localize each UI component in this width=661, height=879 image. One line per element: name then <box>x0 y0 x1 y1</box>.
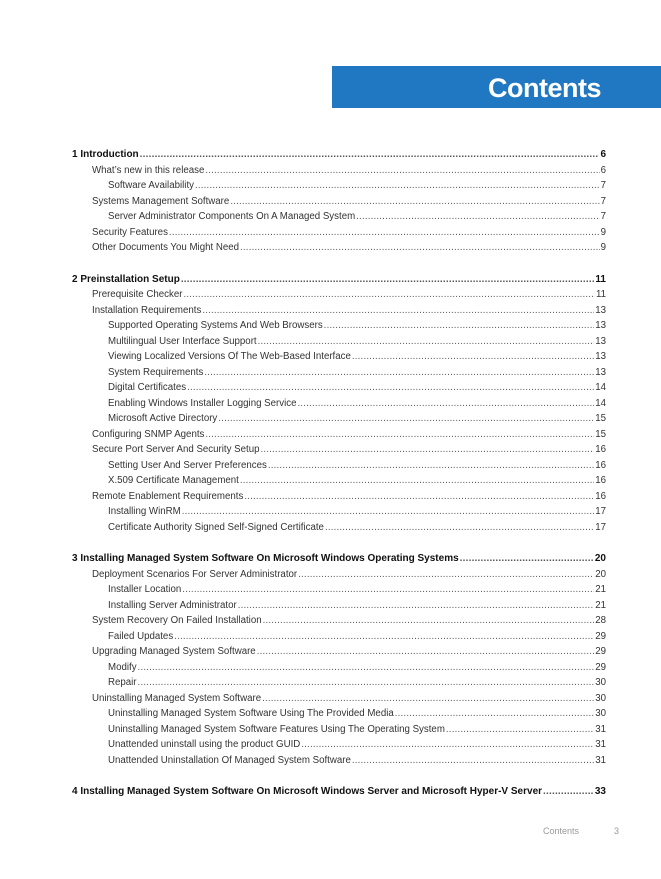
toc-leader-dots <box>195 178 600 194</box>
toc-spacer <box>72 535 606 551</box>
toc-entry-title: System Requirements <box>108 366 204 378</box>
toc-entry-title: Server Administrator Components On A Managed System <box>108 211 356 222</box>
toc-entry-page: 16 <box>595 459 606 471</box>
toc-leader-dots <box>181 272 595 288</box>
toc-entry-page: 6 <box>600 149 606 160</box>
toc-entry-title: 1 Introduction <box>72 149 139 160</box>
toc-leader-dots <box>169 225 600 241</box>
toc-leader-dots <box>352 349 594 365</box>
toc-entry-page: 9 <box>600 226 606 238</box>
toc-chapter-entry[interactable] <box>72 551 606 567</box>
toc-entry[interactable] <box>72 442 606 458</box>
toc-entry-page: 17 <box>595 506 606 517</box>
toc-leader-dots <box>182 504 595 520</box>
toc-entry[interactable] <box>72 225 606 241</box>
toc-spacer <box>72 768 606 784</box>
footer-label: Contents <box>543 826 580 836</box>
toc-leader-dots <box>268 458 594 474</box>
toc-leader-dots <box>263 613 595 629</box>
toc-leader-dots <box>240 240 600 256</box>
page-title: Contents <box>488 73 601 103</box>
contents-banner <box>332 66 661 108</box>
toc-leader-dots <box>301 737 594 753</box>
toc-leader-dots <box>244 489 594 505</box>
toc-entry-page: 7 <box>600 180 606 191</box>
toc-entry-page: 20 <box>595 568 606 580</box>
toc-entry-title: Security Features <box>92 226 168 238</box>
toc-entry-title: Installer Location <box>108 584 182 595</box>
toc-entry[interactable] <box>72 240 606 256</box>
toc-entry-page: 30 <box>595 692 606 704</box>
toc-entry[interactable] <box>72 598 606 614</box>
toc-leader-dots <box>325 520 594 536</box>
toc-leader-dots <box>204 365 594 381</box>
toc-chapter-entry[interactable] <box>72 272 606 288</box>
toc-entry[interactable] <box>72 675 606 691</box>
toc-leader-dots <box>138 660 595 676</box>
toc-entry-page: 31 <box>595 754 606 766</box>
toc-entry-title: System Recovery On Failed Installation <box>92 615 262 626</box>
toc-entry-page: 7 <box>600 211 606 222</box>
toc-entry[interactable] <box>72 520 606 536</box>
toc-entry[interactable] <box>72 209 606 225</box>
toc-entry-page: 15 <box>595 413 606 424</box>
toc-entry[interactable] <box>72 365 606 381</box>
toc-leader-dots <box>352 753 594 769</box>
toc-entry[interactable] <box>72 411 606 427</box>
toc-entry[interactable] <box>72 737 606 753</box>
toc-entry[interactable] <box>72 473 606 489</box>
toc-entry-title: Unattended uninstall using the product GUID <box>108 739 301 750</box>
toc-entry-page: 33 <box>594 786 606 797</box>
toc-entry-title: Unattended Uninstallation Of Managed System Software <box>108 754 351 766</box>
toc-entry-page: 30 <box>595 708 606 719</box>
toc-entry-page: 13 <box>595 351 606 362</box>
toc-entry[interactable] <box>72 396 606 412</box>
toc-leader-dots <box>324 318 595 334</box>
toc-entry[interactable] <box>72 706 606 722</box>
toc-entry-title: 2 Preinstallation Setup <box>72 273 180 285</box>
toc-entry[interactable] <box>72 489 606 505</box>
toc-leader-dots <box>356 209 599 225</box>
toc-leader-dots <box>395 706 594 722</box>
toc-entry-title: Software Availability <box>108 180 194 191</box>
toc-entry-page: 29 <box>595 661 606 673</box>
toc-entry-page: 13 <box>595 304 606 316</box>
toc-entry[interactable] <box>72 427 606 443</box>
toc-entry-title: Setting User And Server Preferences <box>108 459 267 471</box>
toc-entry-page: 16 <box>595 475 606 486</box>
toc-leader-dots <box>297 396 594 412</box>
toc-entry-title: Viewing Localized Versions Of The Web-Based Interface <box>108 351 351 362</box>
table-of-contents <box>72 147 606 800</box>
toc-entry[interactable] <box>72 613 606 629</box>
toc-entry[interactable] <box>72 753 606 769</box>
toc-entry-page: 30 <box>595 677 606 688</box>
toc-entry-page: 13 <box>595 366 606 378</box>
toc-leader-dots <box>138 675 595 691</box>
toc-entry-title: X.509 Certificate Management <box>108 475 239 486</box>
toc-spacer <box>72 256 606 272</box>
toc-entry[interactable] <box>72 349 606 365</box>
toc-entry-title: Installing WinRM <box>108 506 181 517</box>
toc-entry-title: Remote Enablement Requirements <box>92 490 244 502</box>
toc-entry-title: 3 Installing Managed System Software On Microsoft Windows Operating Systems <box>72 553 459 564</box>
toc-entry[interactable] <box>72 567 606 583</box>
toc-leader-dots <box>140 147 600 163</box>
toc-entry-title: Supported Operating Systems And Web Browsers <box>108 320 323 331</box>
toc-entry[interactable] <box>72 722 606 738</box>
toc-leader-dots <box>543 784 594 800</box>
toc-entry[interactable] <box>72 644 606 660</box>
toc-leader-dots <box>183 287 594 303</box>
toc-entry-title: What’s new in this release <box>92 164 205 176</box>
toc-entry-title: Modify <box>108 661 137 673</box>
toc-entry-title: Microsoft Active Directory <box>108 413 218 424</box>
toc-entry-title: Upgrading Managed System Software <box>92 646 256 657</box>
toc-entry-title: Configuring SNMP Agents <box>92 428 205 440</box>
toc-entry[interactable] <box>72 194 606 210</box>
toc-leader-dots <box>202 303 594 319</box>
toc-entry-title: Other Documents You Might Need <box>92 242 240 253</box>
toc-entry-title: Certificate Authority Signed Self-Signed Certificate <box>108 521 324 533</box>
toc-leader-dots <box>240 473 594 489</box>
toc-entry-page: 17 <box>595 521 606 533</box>
toc-entry-page: 16 <box>595 490 606 502</box>
toc-entry-title: Secure Port Server And Security Setup <box>92 444 260 455</box>
toc-entry[interactable] <box>72 380 606 396</box>
toc-leader-dots <box>257 644 595 660</box>
toc-entry-title: 4 Installing Managed System Software On Microsoft Windows Server and Microsoft Hyper-V Server <box>72 786 543 797</box>
toc-entry[interactable] <box>72 318 606 334</box>
toc-leader-dots <box>205 163 599 179</box>
toc-entry-title: Enabling Windows Installer Logging Service <box>108 397 297 409</box>
toc-entry[interactable] <box>72 629 606 645</box>
toc-entry-page: 29 <box>595 630 606 642</box>
toc-entry-page: 21 <box>595 599 606 611</box>
toc-entry-title: Uninstalling Managed System Software Features Using The Operating System <box>108 723 445 735</box>
toc-entry-title: Failed Updates <box>108 630 174 642</box>
toc-entry-page: 14 <box>595 397 606 409</box>
toc-entry-page: 11 <box>595 273 606 285</box>
toc-entry-page: 15 <box>595 428 606 440</box>
toc-entry[interactable] <box>72 582 606 598</box>
toc-leader-dots <box>187 380 594 396</box>
toc-leader-dots <box>230 194 599 210</box>
toc-entry-page: 11 <box>595 289 606 300</box>
toc-entry-title: Installation Requirements <box>92 304 202 316</box>
toc-entry[interactable] <box>72 303 606 319</box>
toc-entry-page: 7 <box>600 195 606 207</box>
toc-entry-page: 31 <box>595 739 606 750</box>
toc-entry-page: 13 <box>595 320 606 331</box>
toc-entry[interactable] <box>72 691 606 707</box>
toc-entry[interactable] <box>72 163 606 179</box>
toc-entry-page: 14 <box>595 382 606 393</box>
toc-entry-title: Prerequisite Checker <box>92 289 183 300</box>
footer-page-number: 3 <box>614 826 620 836</box>
toc-entry-title: Digital Certificates <box>108 382 187 393</box>
toc-leader-dots <box>205 427 594 443</box>
toc-leader-dots <box>182 582 594 598</box>
toc-entry-page: 13 <box>595 335 606 347</box>
toc-leader-dots <box>174 629 594 645</box>
toc-entry-page: 20 <box>594 553 606 564</box>
toc-entry-page: 16 <box>595 444 606 455</box>
toc-entry[interactable] <box>72 178 606 194</box>
toc-leader-dots <box>238 598 595 614</box>
toc-leader-dots <box>262 691 594 707</box>
toc-entry[interactable] <box>72 334 606 350</box>
toc-entry-title: Systems Management Software <box>92 195 230 207</box>
toc-entry[interactable] <box>72 458 606 474</box>
toc-entry-title: Multilingual User Interface Support <box>108 335 257 347</box>
toc-entry-page: 31 <box>595 723 606 735</box>
toc-entry-title: Installing Server Administrator <box>108 599 237 611</box>
toc-entry-page: 29 <box>595 646 606 657</box>
toc-leader-dots <box>218 411 594 427</box>
toc-entry-title: Repair <box>108 677 137 688</box>
toc-entry[interactable] <box>72 504 606 520</box>
toc-leader-dots <box>446 722 594 738</box>
toc-entry-page: 28 <box>595 615 606 626</box>
toc-entry-title: Uninstalling Managed System Software Using The Provided Media <box>108 708 394 719</box>
toc-entry-title: Deployment Scenarios For Server Administrator <box>92 568 298 580</box>
toc-entry[interactable] <box>72 287 606 303</box>
toc-leader-dots <box>258 334 595 350</box>
toc-entry-page: 21 <box>595 584 606 595</box>
toc-entry-title: Uninstalling Managed System Software <box>92 692 262 704</box>
toc-entry-page: 9 <box>600 242 606 253</box>
toc-leader-dots <box>298 567 594 583</box>
toc-entry[interactable] <box>72 660 606 676</box>
toc-chapter-entry[interactable] <box>72 147 606 163</box>
toc-leader-dots <box>460 551 594 567</box>
toc-entry-page: 6 <box>600 164 606 176</box>
toc-chapter-entry[interactable] <box>72 784 606 800</box>
toc-leader-dots <box>260 442 594 458</box>
